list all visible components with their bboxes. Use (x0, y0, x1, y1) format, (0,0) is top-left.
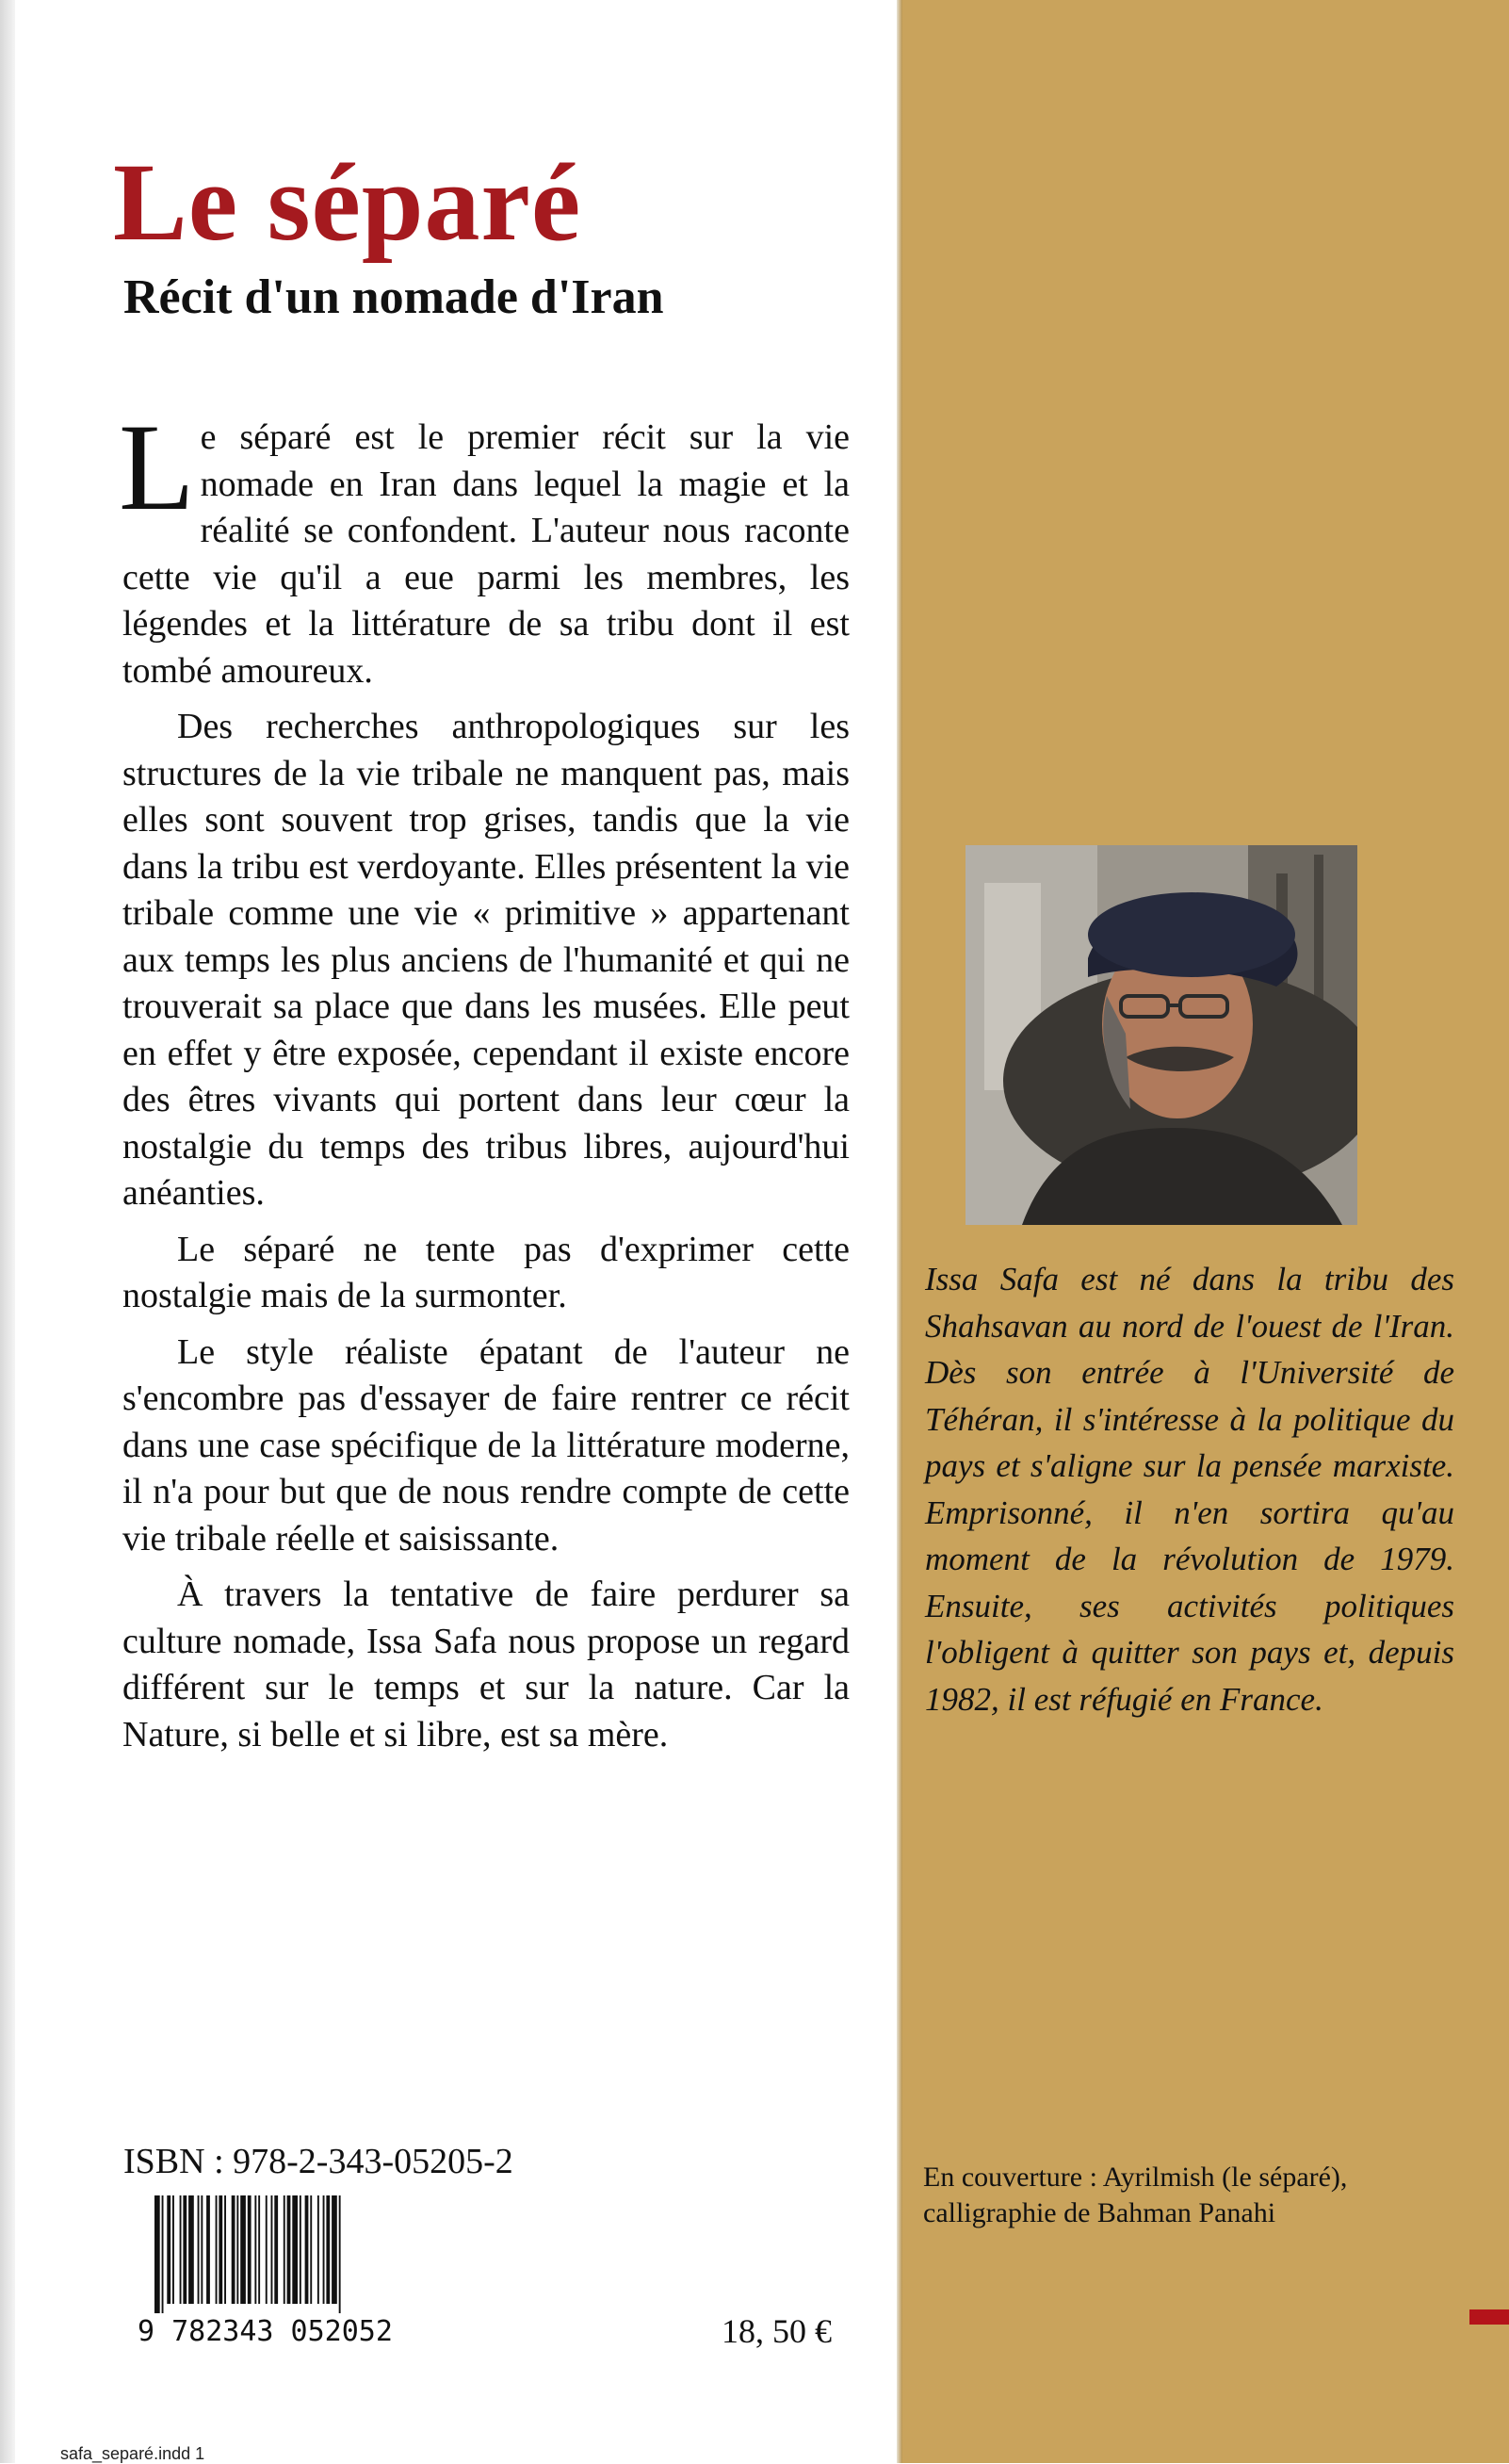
author-photo-illustration (965, 845, 1357, 1225)
price: 18, 50 € (722, 2312, 832, 2350)
barcode-bar (339, 2195, 341, 2313)
barcode-bar (258, 2195, 260, 2304)
description-paragraph-5: À travers la tentative de faire perdurer sa culture nomade, Issa Safa nous propose un regard différent sur le temps et sur la nature. Car la Nature, si belle et si libre, est sa mère. (122, 1575, 850, 1754)
barcode-bar (326, 2195, 330, 2304)
barcode-bars (151, 2195, 411, 2313)
barcode-bar (219, 2195, 222, 2304)
barcode-bar (224, 2195, 226, 2304)
barcode-bar (292, 2195, 298, 2304)
back-cover-right-panel (902, 0, 1509, 2463)
barcode-bar (167, 2195, 170, 2304)
author-bio: Issa Safa est né dans la tribu des Shahsavan au nord de l'ouest de l'Iran. Dès son entrée à l'Université de Téhéran, il s'intéresse à la politique du pays et s'aligne sur la pensée marxiste. Emprisonné, il n'en sortira qu'au moment de la révolution de 1979. Ensuite, ses activités politiques l'obligent à quitter son pays et, depuis 1982, il est réfugié en France. (925, 1261, 1454, 1718)
book-title: Le séparé (113, 140, 582, 264)
barcode-bar (188, 2195, 194, 2304)
book-description (119, 398, 850, 1768)
barcode-bar (183, 2195, 187, 2304)
barcode-bar (236, 2195, 238, 2304)
barcode-bar (172, 2195, 174, 2304)
barcode-bar (254, 2195, 256, 2304)
barcode-bar (180, 2195, 182, 2304)
barcode-bar (248, 2195, 252, 2304)
barcode-bar (317, 2195, 319, 2304)
barcode-bar (206, 2195, 210, 2304)
barcode-bar (162, 2195, 164, 2313)
description-paragraph-2: Des recherches anthropologiques sur les structures de la vie tribale ne manquent pas, mais elles sont souvent trop grises, tandis que la vie dans la tribu est verdoyante. Elles présentent la vie tribale comme une vie « primitive » appartenant aux temps les plus anciens de l'humanité et qui ne trouverait sa place que dans les musées. Elle peut en effet y être exposée, cependant il existe encore des êtres vivants qui portent dans leur cœur la nostalgie du temps des tribus libres, aujourd'hui anéanties. (122, 707, 850, 1213)
barcode-bar (310, 2195, 312, 2304)
cover-credit-line-1: En couverture : Ayrilmish (le séparé), (923, 2162, 1348, 2193)
color-registration-mark (1469, 2309, 1509, 2325)
barcode-bar (332, 2195, 337, 2304)
description-paragraph-3: Le séparé ne tente pas d'exprimer cette nostalgie mais de la surmonter. (122, 1229, 850, 1315)
description-paragraph-4: Le style réaliste épatant de l'auteur ne s'encombre pas d'essayer de faire rentrer ce récit dans une case spécifique de la littérature moderne, il n'a pour but que de nous rendre compte de cette vie tribale réelle et saisissante. (122, 1331, 850, 1558)
barcode-bar (266, 2195, 268, 2304)
barcode-bar (284, 2195, 285, 2304)
barcode-bar (305, 2195, 309, 2304)
barcode-bar (198, 2195, 200, 2304)
print-file-footer: safa_separé.indd 1 (60, 2444, 205, 2463)
drop-cap: L (119, 398, 195, 536)
isbn: ISBN : 978-2-343-05205-2 (123, 2142, 513, 2181)
barcode-bar (274, 2195, 278, 2304)
description-paragraph-1 (119, 398, 850, 694)
barcode-bar (287, 2195, 291, 2304)
book-subtitle: Récit d'un nomade d'Iran (123, 270, 664, 324)
barcode-bar (154, 2195, 160, 2313)
cover-credit-line-2: calligraphie de Bahman Panahi (923, 2197, 1276, 2228)
barcode-bar (323, 2195, 325, 2304)
panel-divider (897, 0, 902, 2463)
barcode-bar (271, 2195, 273, 2304)
barcode-bar (216, 2195, 218, 2304)
barcode-bar (300, 2195, 301, 2304)
barcode-digits: 9 782343 052052 (138, 2315, 393, 2348)
page-edge-shadow (0, 0, 15, 2463)
paragraph-text: e séparé est le premier récit sur la vie nomade en Iran dans lequel la magie et la réalité se confondent. L'auteur nous raconte cette vie qu'il a eue parmi les membres, les légendes et la littérature de sa tribu dont il est tombé amoureux. (122, 417, 850, 691)
barcode-bar (232, 2195, 235, 2304)
author-photo (965, 845, 1357, 1225)
cover-credit (923, 2160, 1469, 2231)
barcode-bar (240, 2195, 246, 2304)
barcode-bar (201, 2195, 203, 2304)
